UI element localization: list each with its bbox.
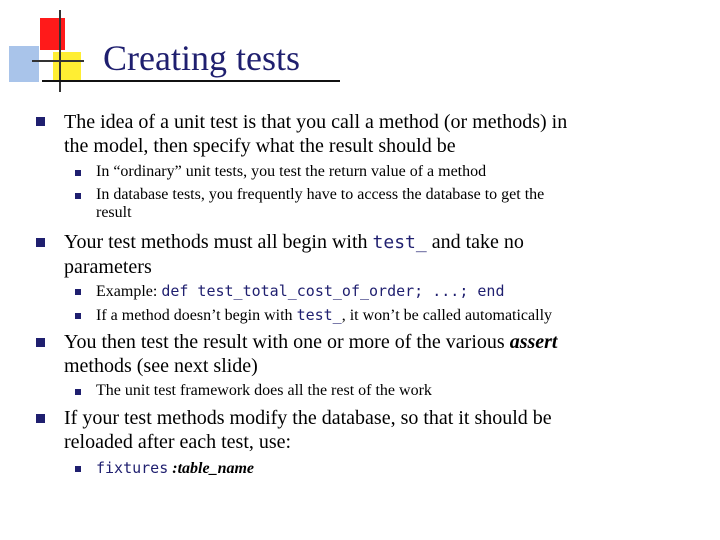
- bullet-2-sub-1-code: def test_total_cost_of_order; ...; end: [161, 282, 505, 300]
- bullet-1-text: [64, 110, 567, 158]
- sub-bullet-marker: [75, 170, 81, 176]
- bullet-marker: [36, 238, 45, 247]
- bullet-2-text-pre: Your test methods must all begin with: [64, 231, 373, 253]
- bullet-2-sub-2-pre: If a method doesn’t begin with: [96, 307, 297, 324]
- bullet-2-sub-2: [96, 306, 552, 325]
- bullet-1-sub-2: [96, 186, 544, 222]
- bullet-2-text: [64, 230, 524, 279]
- bullet-4-text: [64, 406, 552, 454]
- bullet-3-text: [64, 330, 557, 378]
- bullet-2-sub-2-code: test_: [296, 306, 342, 324]
- slide-title: Creating tests: [103, 38, 300, 78]
- bullet-4-sub-1: [96, 459, 254, 478]
- sub-bullet-marker: [75, 289, 81, 295]
- bullet-3-line-2: methods (see next slide): [64, 355, 258, 377]
- bullet-4-sub-1-code: fixtures: [96, 459, 169, 477]
- bullet-1-sub-2-line-2: result: [96, 204, 132, 221]
- bullet-2-sub-1: [96, 282, 504, 301]
- bullet-2-line-2: parameters: [64, 256, 152, 278]
- bullet-2-sub-2-post: , it won’t be called automatically: [341, 307, 553, 324]
- bullet-3-line-1: [64, 330, 557, 354]
- bullet-1-sub-1: In “ordinary” unit tests, you test the return value of a method: [96, 163, 487, 180]
- bullet-3-text-pre: You then test the result with one or more of the various: [64, 331, 510, 353]
- sub-bullet-marker: [75, 389, 81, 395]
- bullet-4-line-2: reloaded after each test, use:: [64, 431, 292, 453]
- bullet-2-sub-1-pre: Example:: [96, 283, 162, 300]
- bullet-marker: [36, 338, 45, 347]
- sub-bullet-marker: [75, 193, 81, 199]
- bullet-2-code: test_: [372, 232, 427, 253]
- bullet-1-line-2: the model, then specify what the result should be: [64, 135, 456, 157]
- bullet-3-emphasis: assert: [509, 331, 558, 353]
- bullet-1-sub-2-line-1: In database tests, you frequently have to access the database to get the: [96, 186, 545, 203]
- bullet-marker: [36, 414, 45, 423]
- sub-bullet-marker: [75, 313, 81, 319]
- bullet-3-sub-1: The unit test framework does all the rest of the work: [96, 382, 432, 399]
- bullet-2-text-post: and take no: [426, 231, 524, 253]
- bullet-4-sub-1-emphasis: :table_name: [168, 460, 255, 477]
- bullet-marker: [36, 117, 45, 126]
- bullet-2-line-1: [64, 230, 524, 255]
- sub-bullet-marker: [75, 466, 81, 472]
- bullet-1-line-1: The idea of a unit test is that you call a method (or methods) in: [64, 111, 568, 133]
- bullet-4-line-1: If your test methods modify the database, so that it should be: [64, 407, 552, 429]
